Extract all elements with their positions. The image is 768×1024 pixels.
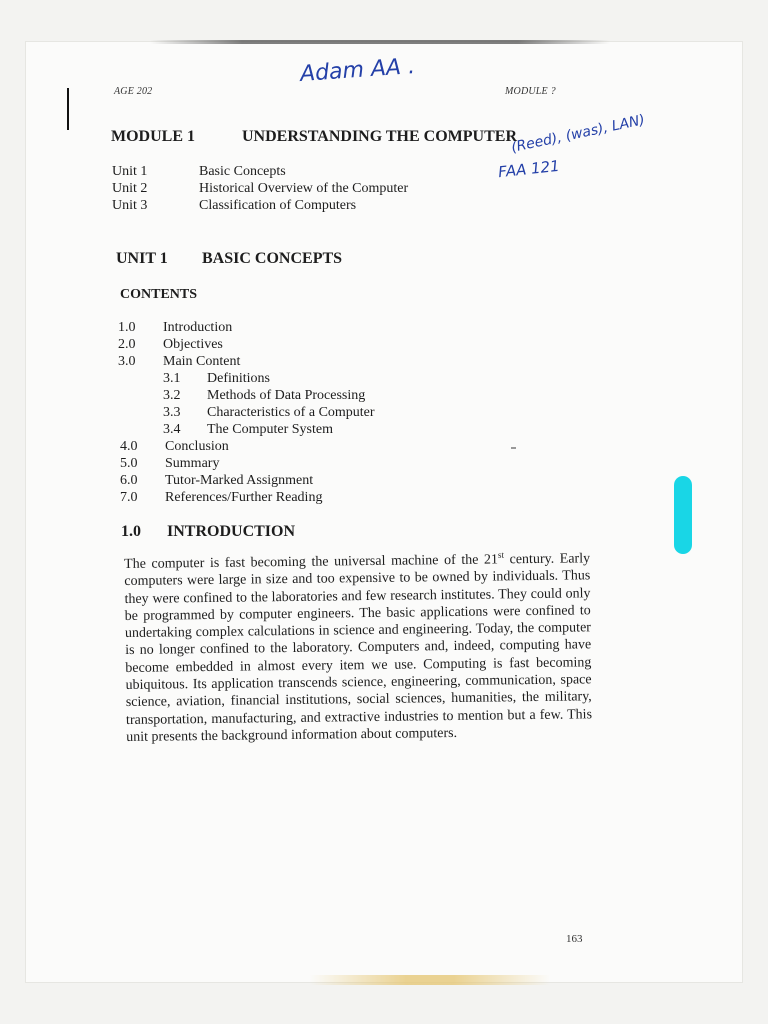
toc-item bbox=[120, 490, 322, 506]
toc-number: 7.0 bbox=[120, 490, 138, 505]
toc-number: 6.0 bbox=[120, 473, 138, 488]
toc-subitem bbox=[163, 371, 270, 387]
unit-heading-title: BASIC CONCEPTS bbox=[202, 250, 343, 267]
unit-number: Unit 3 bbox=[112, 198, 148, 213]
unit-heading-number: UNIT 1 bbox=[116, 250, 168, 267]
page-top-shadow bbox=[150, 40, 610, 44]
toc-title: Conclusion bbox=[165, 439, 229, 454]
unit-title: Classification of Computers bbox=[199, 198, 357, 213]
ordinal-suffix: st bbox=[497, 549, 504, 560]
introduction-title: INTRODUCTION bbox=[167, 523, 296, 540]
module-title: UNDERSTANDING THE COMPUTER bbox=[242, 128, 517, 145]
stray-mark bbox=[511, 447, 516, 449]
toc-item bbox=[118, 354, 240, 370]
toc-title: References/Further Reading bbox=[165, 490, 323, 505]
module-unit-row bbox=[112, 181, 408, 197]
toc-item bbox=[120, 456, 219, 472]
toc-title: Objectives bbox=[163, 337, 223, 352]
toc-number: 3.2 bbox=[163, 388, 181, 403]
handwritten-note-line-1: (Reed), (was), LAN) bbox=[509, 112, 647, 156]
toc-number: 3.4 bbox=[163, 422, 181, 437]
toc-title: The Computer System bbox=[207, 422, 333, 437]
unit-number: Unit 2 bbox=[112, 181, 148, 196]
unit-heading bbox=[116, 250, 342, 268]
toc-subitem bbox=[163, 405, 375, 421]
page-bottom-stain bbox=[310, 975, 550, 985]
handwritten-note-line-2: FAA 121 bbox=[497, 156, 561, 182]
module-unit-row bbox=[112, 198, 356, 214]
toc-title: Summary bbox=[165, 456, 220, 471]
toc-item bbox=[118, 320, 232, 336]
paragraph-text-start: The computer is fast becoming the universal machine of the 21 bbox=[124, 552, 499, 572]
introduction-number: 1.0 bbox=[121, 523, 141, 540]
toc-number: 1.0 bbox=[118, 320, 136, 335]
toc-item bbox=[120, 439, 229, 455]
toc-title: Methods of Data Processing bbox=[207, 388, 366, 403]
unit-number: Unit 1 bbox=[112, 164, 148, 179]
toc-number: 3.3 bbox=[163, 405, 181, 420]
toc-subitem bbox=[163, 388, 365, 404]
unit-title: Basic Concepts bbox=[199, 164, 286, 179]
module-label: MODULE 1 bbox=[111, 128, 195, 145]
unit-title: Historical Overview of the Computer bbox=[199, 181, 409, 196]
page-number: 163 bbox=[566, 933, 583, 945]
handwritten-name: Adam AA . bbox=[299, 54, 416, 87]
toc-title: Characteristics of a Computer bbox=[207, 405, 375, 420]
module-heading bbox=[111, 128, 517, 146]
toc-item bbox=[120, 473, 313, 489]
toc-title: Definitions bbox=[207, 371, 270, 386]
running-header-left: AGE 202 bbox=[114, 86, 153, 97]
toc-number: 2.0 bbox=[118, 337, 136, 352]
running-header-right: MODULE ? bbox=[505, 86, 556, 97]
toc-subitem bbox=[163, 422, 333, 438]
highlighter-mark bbox=[674, 476, 692, 554]
toc-title: Introduction bbox=[163, 320, 233, 335]
toc-number: 4.0 bbox=[120, 439, 138, 454]
contents-heading: CONTENTS bbox=[120, 287, 198, 302]
toc-number: 3.1 bbox=[163, 371, 181, 386]
module-unit-row bbox=[112, 164, 286, 180]
toc-title: Tutor-Marked Assignment bbox=[165, 473, 314, 488]
toc-number: 3.0 bbox=[118, 354, 136, 369]
toc-title: Main Content bbox=[163, 354, 241, 369]
toc-item bbox=[118, 337, 223, 353]
introduction-paragraph bbox=[124, 550, 592, 746]
pen-mark bbox=[67, 88, 69, 130]
introduction-heading bbox=[121, 523, 295, 541]
paragraph-text-rest: century. Early computers were large in size and too expensive to be owned by individuals. Thus they were confined to the laboratories and few research institutes. They could only be programmed by computer engineers. The basic applications were confined to undertaking complex calculations in science and engineering. Today, the computer is no longer confined to the laboratory. Computers and, indeed, computing have become embedded in almost every item we use. Computing is fast becoming ubiquitous. Its application transcends science, engineering, communication, space science, aviation, financial institutions, social sciences, humanities, the military, transportation, manufacturing, and extractive industries to mention but a few. This unit presents the background information about computers. bbox=[124, 551, 593, 745]
toc-number: 5.0 bbox=[120, 456, 138, 471]
